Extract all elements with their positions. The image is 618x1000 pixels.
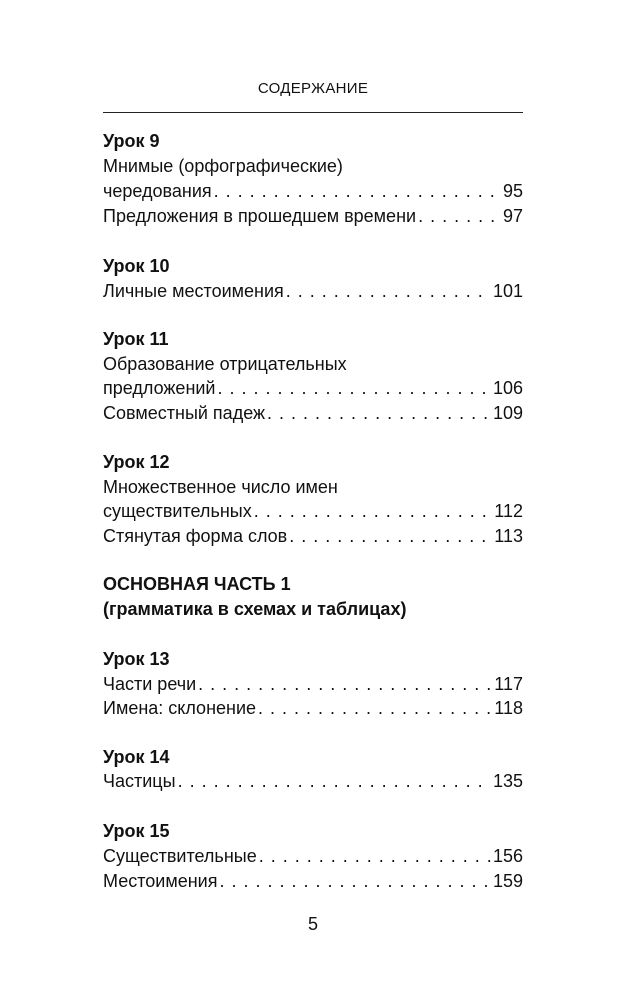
dot-leader (258, 697, 492, 719)
entry-title: Местоимения (103, 871, 218, 891)
part-1-heading: ОСНОВНАЯ ЧАСТЬ 1 (103, 574, 291, 594)
lesson-15-heading: Урок 15 (103, 821, 170, 841)
dot-leader (286, 280, 491, 302)
entry-page: 156 (492, 846, 523, 866)
entry-page: 159 (492, 871, 523, 891)
lesson-9-entry-1 (103, 180, 523, 202)
part-1-subheading: (грамматика в схемах и таблицах) (103, 599, 407, 619)
entry-title: Стянутая форма слов (103, 526, 288, 546)
lesson-9-entry-1-line-1: Мнимые (орфографические) (103, 156, 343, 176)
lesson-11-heading: Урок 11 (103, 329, 169, 349)
entry-page: 135 (492, 771, 523, 791)
dot-leader (267, 402, 491, 424)
lesson-10-entry-1 (103, 280, 523, 302)
lesson-9-heading: Урок 9 (103, 131, 160, 151)
entry-page: 117 (494, 674, 523, 694)
entry-title: Совместный падеж (103, 403, 266, 423)
entry-page: 113 (494, 526, 523, 546)
header-divider (103, 112, 523, 113)
lesson-11-entry-1 (103, 377, 523, 399)
entry-page: 112 (494, 501, 523, 521)
dot-leader (214, 180, 501, 202)
toc-header: СОДЕРЖАНИЕ (257, 80, 369, 97)
entry-title: Личные местоимения (103, 281, 284, 301)
lesson-13-heading: Урок 13 (103, 649, 170, 669)
entry-title: Частицы (103, 771, 176, 791)
dot-leader (418, 205, 501, 227)
entry-title: Имена: склонение (103, 698, 257, 718)
entry-title: Части речи (103, 674, 197, 694)
entry-title: Существительные (103, 846, 257, 866)
lesson-11-entry-2 (103, 402, 523, 424)
lesson-13-entry-2 (103, 697, 523, 719)
lesson-12-entry-2 (103, 525, 523, 547)
lesson-10-heading: Урок 10 (103, 256, 170, 276)
lesson-15-entry-2 (103, 870, 523, 892)
dot-leader (254, 500, 493, 522)
dot-leader (219, 870, 491, 892)
entry-page: 109 (492, 403, 523, 423)
lesson-13-entry-1 (103, 673, 523, 695)
entry-page: 106 (492, 378, 523, 398)
entry-page: 97 (502, 206, 523, 226)
entry-title: предложений (103, 378, 216, 398)
entry-page: 101 (492, 281, 523, 301)
dot-leader (178, 770, 491, 792)
lesson-9-entry-2 (103, 205, 523, 227)
dot-leader (198, 673, 492, 695)
entry-page: 118 (494, 698, 523, 718)
page-number: 5 (307, 914, 318, 934)
lesson-15-entry-1 (103, 845, 523, 867)
lesson-14-entry-1 (103, 770, 523, 792)
dot-leader (289, 525, 492, 547)
lesson-11-entry-1-line-1: Образование отрицательных (103, 354, 347, 374)
entry-title: чередования (103, 181, 212, 201)
lesson-14-heading: Урок 14 (103, 747, 170, 767)
lesson-12-entry-1-line-1: Множественное число имен (103, 477, 338, 497)
dot-leader (259, 845, 491, 867)
entry-page: 95 (502, 181, 523, 201)
lesson-12-heading: Урок 12 (103, 452, 170, 472)
entry-title: Предложения в прошедшем времени (103, 206, 417, 226)
dot-leader (218, 377, 491, 399)
entry-title: существительных (103, 501, 252, 521)
lesson-12-entry-1 (103, 500, 523, 522)
